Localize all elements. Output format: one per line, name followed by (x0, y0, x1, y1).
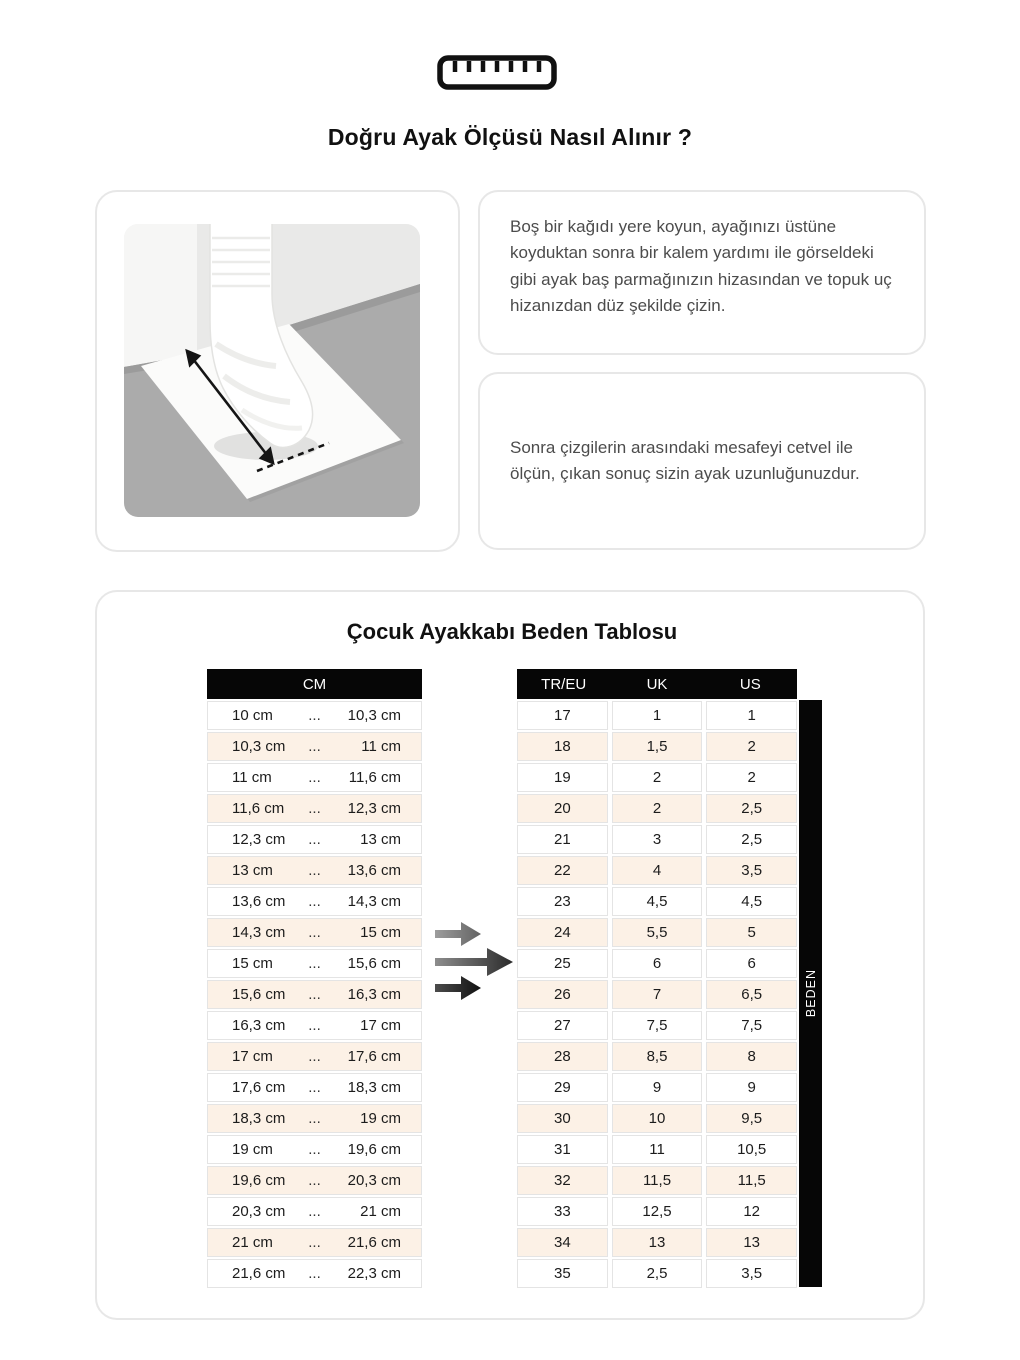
cm-to-value: 15 cm (360, 924, 401, 941)
cm-from-value: 14,3 cm (232, 924, 286, 941)
size-row (517, 949, 797, 978)
instruction-step-2 (478, 372, 926, 550)
cm-from-value: 19 cm (232, 1141, 273, 1158)
cm-to-value: 19 cm (360, 1110, 401, 1127)
tr-eu-value: 19 (517, 763, 608, 792)
tr-eu-value: 28 (517, 1042, 608, 1071)
size-header-tr-eu: TR/EU (541, 675, 587, 693)
us-value: 8 (706, 1042, 797, 1071)
cm-range-row (207, 794, 422, 823)
size-row (517, 701, 797, 730)
tr-eu-value: 27 (517, 1011, 608, 1040)
transfer-arrows-icon (435, 918, 515, 1002)
uk-value: 2,5 (612, 1259, 703, 1288)
tr-eu-value: 17 (517, 701, 608, 730)
cm-range-row (207, 1135, 422, 1164)
instruction-step-2-text: Sonra çizgilerin arasındaki mesafeyi cetvel ile ölçün, çıkan sonuç sizin ayak uzunluğunuzdur. (510, 437, 860, 483)
size-row (517, 1135, 797, 1164)
uk-value: 6 (612, 949, 703, 978)
cm-range-row (207, 1104, 422, 1133)
uk-value: 7,5 (612, 1011, 703, 1040)
cm-from-value: 16,3 cm (232, 1017, 286, 1034)
size-chart-title: Çocuk Ayakkabı Beden Tablosu (346, 619, 678, 644)
us-value: 2 (706, 732, 797, 761)
range-separator: ... (308, 800, 321, 817)
cm-from-value: 13 cm (232, 862, 273, 879)
instructions-column (478, 190, 926, 550)
cm-from-value: 11 cm (232, 769, 272, 786)
size-row (517, 1259, 797, 1288)
uk-value: 3 (612, 825, 703, 854)
tr-eu-value: 18 (517, 732, 608, 761)
range-separator: ... (308, 986, 321, 1003)
us-value: 3,5 (706, 1259, 797, 1288)
tr-eu-value: 29 (517, 1073, 608, 1102)
size-row (517, 918, 797, 947)
cm-to-value: 16,3 cm (347, 986, 401, 1003)
cm-from-value: 15 cm (232, 955, 273, 972)
size-table-header (517, 669, 797, 699)
cm-range-row (207, 732, 422, 761)
range-separator: ... (308, 738, 321, 755)
cm-range-row (207, 1228, 422, 1257)
range-separator: ... (308, 955, 321, 972)
size-row (517, 1042, 797, 1071)
page-title: Doğru Ayak Ölçüsü Nasıl Alınır ? (327, 124, 693, 150)
cm-to-value: 12,3 cm (347, 800, 401, 817)
instruction-step-1-text: Boş bir kağıdı yere koyun, ayağınızı üstüne koyduktan sonra bir kalem yardımı ile görseldeki gibi ayak baş parmağınızın hizasından ve topuk uç hizanızdan düz şekilde çizin. (510, 217, 892, 316)
cm-from-value: 19,6 cm (232, 1172, 286, 1189)
cm-range-row (207, 918, 422, 947)
tr-eu-value: 24 (517, 918, 608, 947)
cm-range-row (207, 701, 422, 730)
size-row (517, 763, 797, 792)
tr-eu-value: 33 (517, 1197, 608, 1226)
cm-table-body (207, 701, 422, 1288)
uk-value: 11 (612, 1135, 703, 1164)
us-value: 1 (706, 701, 797, 730)
size-header-us: US (739, 675, 761, 693)
size-table (517, 669, 797, 1288)
us-value: 2 (706, 763, 797, 792)
us-value: 13 (706, 1228, 797, 1257)
cm-from-value: 10 cm (232, 707, 273, 724)
foot-measurement-photo (124, 224, 420, 517)
range-separator: ... (308, 1048, 321, 1065)
cm-header-label: CM (302, 675, 327, 693)
beden-side-bar (799, 700, 822, 1287)
range-separator: ... (308, 1110, 321, 1127)
cm-to-value: 21,6 cm (347, 1234, 401, 1251)
cm-from-value: 21,6 cm (232, 1265, 286, 1282)
us-value: 12 (706, 1197, 797, 1226)
tr-eu-value: 21 (517, 825, 608, 854)
ruler-icon (437, 55, 557, 91)
cm-to-value: 15,6 cm (347, 955, 401, 972)
us-value: 6,5 (706, 980, 797, 1009)
size-row (517, 887, 797, 916)
tr-eu-value: 20 (517, 794, 608, 823)
us-value: 7,5 (706, 1011, 797, 1040)
cm-to-value: 11,6 cm (348, 769, 401, 786)
us-value: 9 (706, 1073, 797, 1102)
range-separator: ... (308, 862, 321, 879)
us-value: 2,5 (706, 825, 797, 854)
uk-value: 9 (612, 1073, 703, 1102)
range-separator: ... (308, 924, 321, 941)
cm-from-value: 15,6 cm (232, 986, 286, 1003)
uk-value: 5,5 (612, 918, 703, 947)
tr-eu-value: 25 (517, 949, 608, 978)
range-separator: ... (308, 831, 321, 848)
cm-table (207, 669, 422, 1288)
range-separator: ... (308, 707, 321, 724)
cm-from-value: 21 cm (232, 1234, 273, 1251)
us-value: 6 (706, 949, 797, 978)
cm-to-value: 13 cm (360, 831, 401, 848)
cm-from-value: 12,3 cm (232, 831, 286, 848)
cm-range-row (207, 763, 422, 792)
uk-value: 12,5 (612, 1197, 703, 1226)
tr-eu-value: 23 (517, 887, 608, 916)
tr-eu-value: 32 (517, 1166, 608, 1195)
tr-eu-value: 35 (517, 1259, 608, 1288)
range-separator: ... (308, 1203, 321, 1220)
uk-value: 8,5 (612, 1042, 703, 1071)
size-row (517, 1073, 797, 1102)
size-row (517, 1104, 797, 1133)
tr-eu-value: 22 (517, 856, 608, 885)
cm-to-value: 18,3 cm (347, 1079, 401, 1096)
cm-range-row (207, 887, 422, 916)
cm-to-value: 22,3 cm (347, 1265, 401, 1282)
cm-to-value: 20,3 cm (347, 1172, 401, 1189)
cm-to-value: 17 cm (360, 1017, 401, 1034)
cm-from-value: 20,3 cm (232, 1203, 286, 1220)
cm-from-value: 17 cm (232, 1048, 273, 1065)
cm-from-value: 13,6 cm (232, 893, 286, 910)
size-row (517, 856, 797, 885)
range-separator: ... (308, 769, 321, 786)
tr-eu-value: 26 (517, 980, 608, 1009)
uk-value: 13 (612, 1228, 703, 1257)
cm-to-value: 17,6 cm (347, 1048, 401, 1065)
beden-side-label: BEDEN (803, 969, 818, 1018)
cm-from-value: 18,3 cm (232, 1110, 286, 1127)
uk-value: 11,5 (612, 1166, 703, 1195)
instruction-step-1 (478, 190, 926, 355)
cm-range-row (207, 1073, 422, 1102)
us-value: 2,5 (706, 794, 797, 823)
uk-value: 2 (612, 763, 703, 792)
uk-value: 1 (612, 701, 703, 730)
cm-range-row (207, 1197, 422, 1226)
cm-range-row (207, 949, 422, 978)
size-row (517, 794, 797, 823)
range-separator: ... (308, 1141, 321, 1158)
size-row (517, 1228, 797, 1257)
foot-measurement-photo-card (95, 190, 460, 552)
size-row (517, 825, 797, 854)
cm-range-row (207, 856, 422, 885)
cm-from-value: 11,6 cm (232, 800, 285, 817)
tr-eu-value: 34 (517, 1228, 608, 1257)
cm-to-value: 10,3 cm (347, 707, 401, 724)
size-table-body (517, 701, 797, 1288)
uk-value: 7 (612, 980, 703, 1009)
size-row (517, 980, 797, 1009)
uk-value: 10 (612, 1104, 703, 1133)
cm-range-row (207, 825, 422, 854)
cm-to-value: 13,6 cm (347, 862, 401, 879)
cm-from-value: 10,3 cm (232, 738, 286, 755)
range-separator: ... (308, 1079, 321, 1096)
range-separator: ... (308, 893, 321, 910)
tr-eu-value: 31 (517, 1135, 608, 1164)
range-separator: ... (308, 1265, 321, 1282)
cm-from-value: 17,6 cm (232, 1079, 286, 1096)
cm-table-header (207, 669, 422, 699)
us-value: 4,5 (706, 887, 797, 916)
size-header-uk: UK (646, 675, 668, 693)
us-value: 3,5 (706, 856, 797, 885)
uk-value: 2 (612, 794, 703, 823)
uk-value: 1,5 (612, 732, 703, 761)
tr-eu-value: 30 (517, 1104, 608, 1133)
size-row (517, 732, 797, 761)
cm-range-row (207, 1259, 422, 1288)
size-row (517, 1197, 797, 1226)
us-value: 5 (706, 918, 797, 947)
range-separator: ... (308, 1234, 321, 1251)
range-separator: ... (308, 1017, 321, 1034)
uk-value: 4,5 (612, 887, 703, 916)
cm-range-row (207, 1042, 422, 1071)
us-value: 10,5 (706, 1135, 797, 1164)
size-row (517, 1011, 797, 1040)
uk-value: 4 (612, 856, 703, 885)
cm-range-row (207, 1011, 422, 1040)
cm-to-value: 14,3 cm (347, 893, 401, 910)
cm-range-row (207, 1166, 422, 1195)
range-separator: ... (308, 1172, 321, 1189)
cm-to-value: 21 cm (360, 1203, 401, 1220)
cm-to-value: 11 cm (361, 738, 401, 755)
size-chart-card (95, 590, 925, 1320)
size-row (517, 1166, 797, 1195)
cm-to-value: 19,6 cm (347, 1141, 401, 1158)
cm-range-row (207, 980, 422, 1009)
us-value: 11,5 (706, 1166, 797, 1195)
us-value: 9,5 (706, 1104, 797, 1133)
